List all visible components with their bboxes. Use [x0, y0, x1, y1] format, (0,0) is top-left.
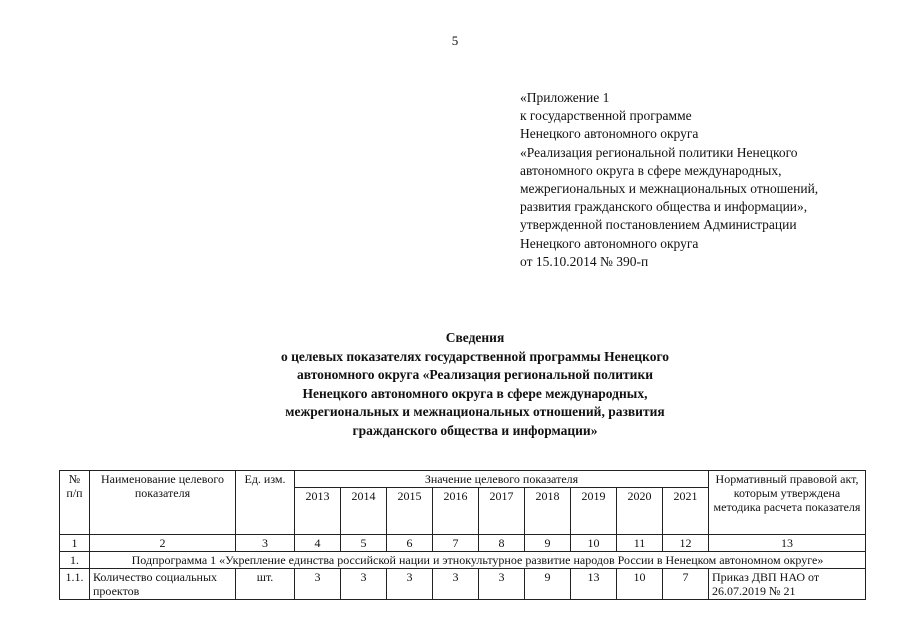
column-number: 10: [571, 535, 617, 552]
header-year: 2016: [433, 488, 479, 535]
appendix-line: развития гражданского общества и информации»,: [520, 199, 808, 215]
header-year: 2019: [571, 488, 617, 535]
column-number: 9: [525, 535, 571, 552]
header-year: 2015: [387, 488, 433, 535]
row-unit: шт.: [236, 569, 295, 600]
row-value: 3: [341, 569, 387, 600]
subprogram-title: Подпрограмма 1 «Укрепление единства российской нации и этнокультурное развитие народов России в Ненецком автономном округе»: [90, 552, 866, 569]
page-number: 5: [451, 33, 459, 48]
appendix-line: автономного округа в сфере международных,: [520, 162, 782, 178]
row-value: 3: [479, 569, 525, 600]
appendix-line: утвержденной постановлением Администрации: [520, 217, 797, 233]
subprogram-row: [60, 552, 866, 569]
appendix-block: [520, 89, 900, 271]
appendix-line: Ненецкого автономного округа: [520, 235, 699, 251]
column-number-row: [60, 535, 866, 552]
column-number: 3: [236, 535, 295, 552]
row-legal-act: Приказ ДВП НАО от 26.07.2019 № 21: [709, 569, 866, 600]
document-heading: [200, 329, 750, 440]
header-name: Наименование целевого показателя: [90, 471, 236, 535]
column-number: 8: [479, 535, 525, 552]
header-value-group: Значение целевого показателя: [295, 471, 709, 488]
header-unit: Ед. изм.: [236, 471, 295, 535]
row-num: 1.1.: [60, 569, 90, 600]
heading-line: автономного округа «Реализация региональной политики: [297, 367, 653, 382]
heading-line: о целевых показателях государственной программы Ненецкого: [280, 348, 670, 364]
row-value: 9: [525, 569, 571, 600]
column-number: 1: [60, 535, 90, 552]
header-year: 2013: [295, 488, 341, 535]
heading-line: Ненецкого автономного округа в сфере международных,: [302, 385, 648, 401]
table-header-row: [60, 471, 866, 488]
appendix-line: к государственной программе: [520, 108, 692, 124]
appendix-line: «Реализация региональной политики Ненецкого: [520, 144, 798, 160]
row-value: 10: [617, 569, 663, 600]
column-number: 4: [295, 535, 341, 552]
appendix-line: межрегиональных и межнациональных отношений,: [520, 181, 819, 197]
column-number: 5: [341, 535, 387, 552]
column-number: 2: [90, 535, 236, 552]
column-number: 11: [617, 535, 663, 552]
header-year: 2018: [525, 488, 571, 535]
header-year: 2021: [663, 488, 709, 535]
header-year: 2014: [341, 488, 387, 535]
header-year: 2017: [479, 488, 525, 535]
indicators-table: [59, 470, 866, 600]
header-legal-act: Нормативный правовой акт, которым утверждена методика расчета показателя: [709, 471, 866, 535]
column-number: 12: [663, 535, 709, 552]
heading-title: Сведения: [445, 330, 505, 345]
heading-line: межрегиональных и межнациональных отношений, развития: [285, 404, 665, 419]
row-value: 3: [295, 569, 341, 600]
appendix-line: «Приложение 1: [520, 90, 610, 105]
column-number: 13: [709, 535, 866, 552]
appendix-line: Ненецкого автономного округа: [520, 126, 699, 142]
appendix-line: от 15.10.2014 № 390-п: [520, 253, 649, 269]
row-value: 3: [433, 569, 479, 600]
row-value: 7: [663, 569, 709, 600]
row-value: 13: [571, 569, 617, 600]
row-value: 3: [387, 569, 433, 600]
header-year: 2020: [617, 488, 663, 535]
heading-line: гражданского общества и информации»: [352, 422, 598, 438]
row-name: Количество социальных проектов: [90, 569, 236, 600]
column-number: 6: [387, 535, 433, 552]
header-num: № п/п: [60, 471, 90, 535]
subprogram-num: 1.: [60, 552, 90, 569]
table-row: [60, 569, 866, 600]
column-number: 7: [433, 535, 479, 552]
